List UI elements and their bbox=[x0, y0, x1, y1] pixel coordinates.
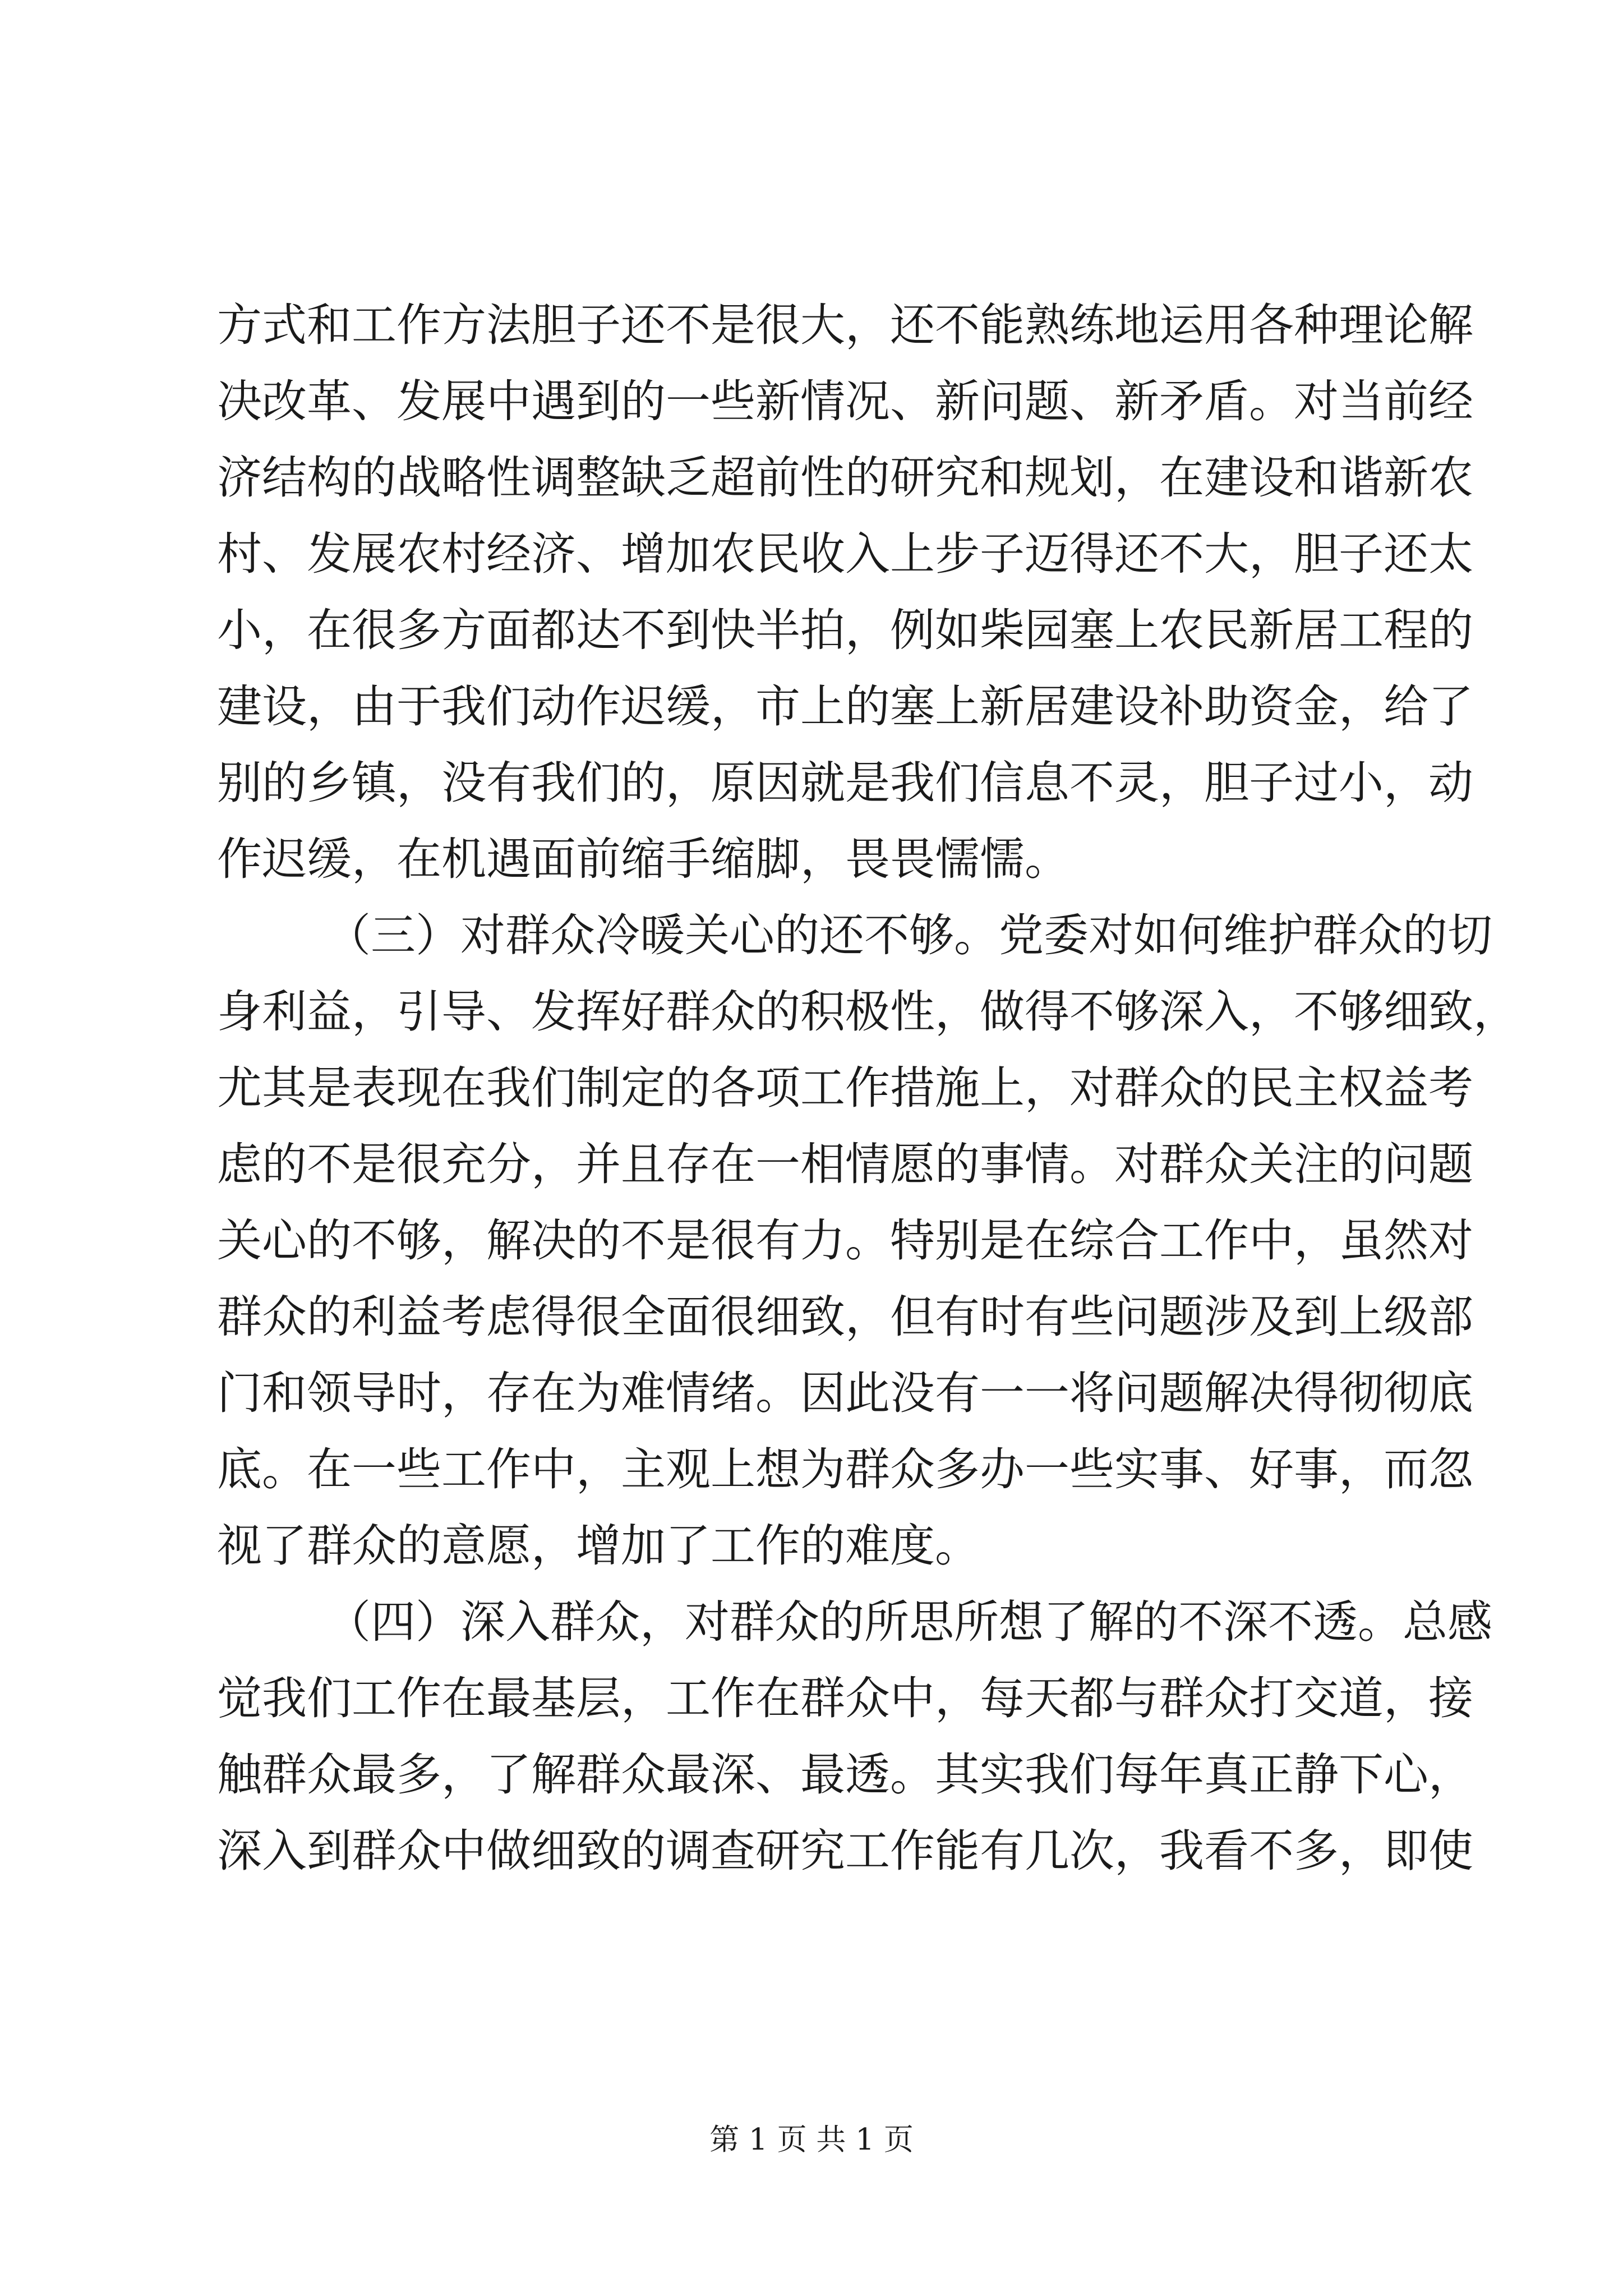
text-line: 别的乡镇，没有我们的，原因就是我们信息不灵，胆子过小，动 bbox=[217, 757, 1473, 809]
text-line: 决改革、发展中遇到的一些新情况、新问题、新矛盾。对当前经 bbox=[217, 375, 1473, 427]
text-line: 小，在很多方面都达不到快半拍，例如柴园塞上农民新居工程的 bbox=[217, 604, 1473, 656]
text-line: 作迟缓，在机遇面前缩手缩脚，畏畏懦懦。 bbox=[217, 833, 1069, 885]
section-heading-line: （三）对群众冷暖关心的还不够。党委对如何维护群众的切 bbox=[326, 909, 1492, 961]
text-line: 关心的不够，解决的不是很有力。特别是在综合工作中，虽然对 bbox=[217, 1214, 1473, 1267]
text-line: 济结构的战略性调整缺乏超前性的研究和规划，在建设和谐新农 bbox=[217, 452, 1473, 504]
document-body bbox=[217, 287, 1518, 1889]
text-line: 觉我们工作在最基层，工作在群众中，每天都与群众打交道，接 bbox=[217, 1672, 1473, 1724]
text-line: 方式和工作方法胆子还不是很大，还不能熟练地运用各种理论解 bbox=[217, 299, 1473, 351]
text-line: 村、发展农村经济、增加农民收入上步子迈得还不大，胆子还太 bbox=[217, 528, 1473, 580]
text-line: 身利益，引导、发挥好群众的积极性，做得不够深入，不够细致， bbox=[217, 986, 1518, 1038]
text-line: 虑的不是很充分，并且存在一相情愿的事情。对群众关注的问题 bbox=[217, 1138, 1473, 1190]
text-line: 视了群众的意愿，增加了工作的难度。 bbox=[217, 1520, 980, 1572]
section-heading-line: （四）深入群众，对群众的所思所想了解的不深不透。总感 bbox=[326, 1596, 1492, 1648]
text-line: 深入到群众中做细致的调查研究工作能有几次，我看不多，即使 bbox=[217, 1825, 1473, 1877]
text-line: 门和领导时，存在为难情绪。因此没有一一将问题解决得彻彻底 bbox=[217, 1367, 1473, 1419]
text-line: 群众的利益考虑得很全面很细致，但有时有些问题涉及到上级部 bbox=[217, 1291, 1473, 1343]
page-footer: 第 1 页 共 1 页 bbox=[709, 2123, 914, 2157]
text-line: 建设，由于我们动作迟缓，市上的塞上新居建设补助资金，给了 bbox=[217, 680, 1473, 733]
text-line: 尤其是表现在我们制定的各项工作措施上，对群众的民主权益考 bbox=[217, 1062, 1473, 1114]
text-line: 底。在一些工作中，主观上想为群众多办一些实事、好事，而忽 bbox=[217, 1443, 1473, 1496]
text-line: 触群众最多，了解群众最深、最透。其实我们每年真正静下心， bbox=[217, 1749, 1473, 1801]
